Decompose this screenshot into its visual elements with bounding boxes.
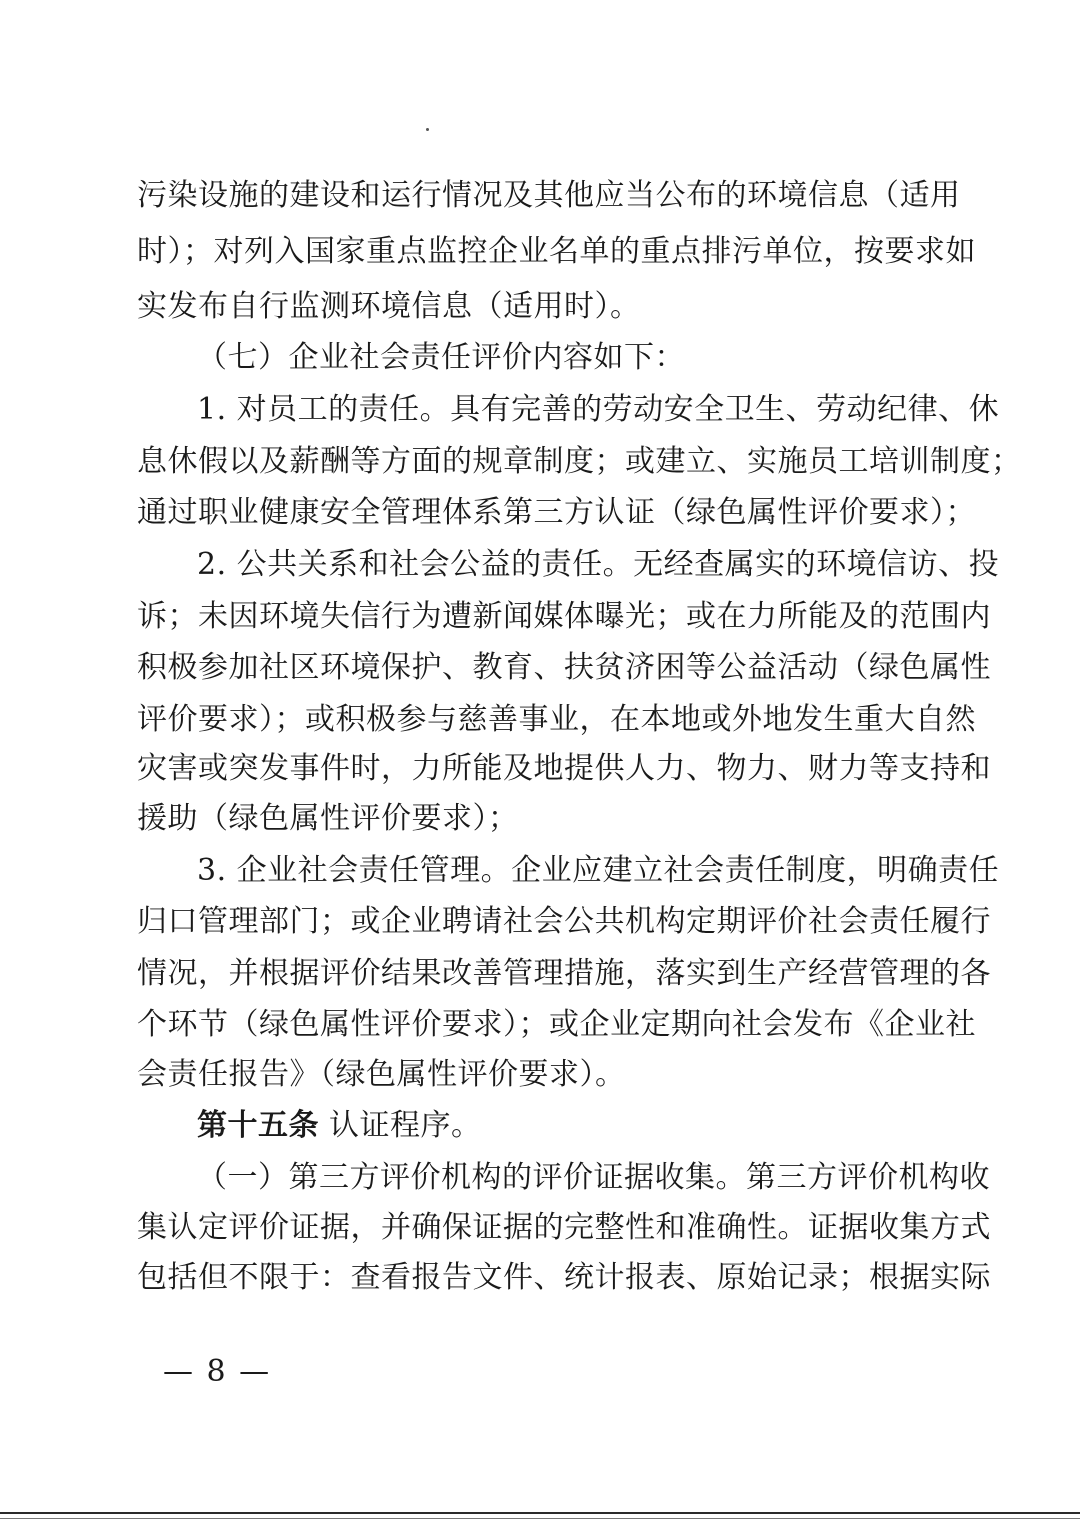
text-line-17: 个环节（绿色属性评价要求）；或企业定期向社会发布《企业社 <box>137 1007 976 1042</box>
text-line-22: 包括但不限于：查看报告文件、统计报表、原始记录；根据实际 <box>137 1260 991 1295</box>
bottom-rule <box>0 1512 1080 1514</box>
text-line-11: 评价要求）；或积极参与慈善事业，在本地或外地发生重大自然 <box>137 702 976 737</box>
text-line-6: 息休假以及薪酬等方面的规章制度；或建立、实施员工培训制度； <box>137 444 1022 479</box>
article-15-line <box>197 1108 482 1144</box>
article-15-title: 认证程序。 <box>329 1108 482 1143</box>
bottom-rule-secondary <box>0 1518 1080 1519</box>
text-line-16: 情况，并根据评价结果改善管理措施，落实到生产经营管理的各 <box>137 956 991 991</box>
text-line-14: 3. 企业社会责任管理。企业应建立社会责任制度，明确责任 <box>197 853 1000 888</box>
text-line-10: 积极参加社区环境保护、教育、扶贫济困等公益活动（绿色属性 <box>137 650 991 685</box>
text-line-18: 会责任报告》（绿色属性评价要求）。 <box>137 1057 626 1092</box>
text-line-1: 污染设施的建设和运行情况及其他应当公布的环境信息（适用 <box>137 178 961 213</box>
article-15-heading: 第十五条 <box>197 1108 319 1143</box>
text-line-13: 援助（绿色属性评价要求）； <box>137 801 519 836</box>
scan-speck <box>426 128 429 131</box>
text-line-21: 集认定评价证据，并确保证据的完整性和准确性。证据收集方式 <box>137 1210 991 1245</box>
text-line-9: 诉；未因环境失信行为遭新闻媒体曝光；或在力所能及的范围内 <box>137 599 991 634</box>
text-line-3: 实发布自行监测环境信息（适用时）。 <box>137 289 641 324</box>
section-heading-7: （七）企业社会责任评价内容如下： <box>197 340 685 375</box>
text-line-7: 通过职业健康安全管理体系第三方认证（绿色属性评价要求）； <box>137 495 976 530</box>
page-number: — 8 — <box>163 1354 272 1389</box>
text-line-2: 时）；对列入国家重点监控企业名单的重点排污单位，按要求如 <box>137 234 976 269</box>
text-line-12: 灾害或突发事件时，力所能及地提供人力、物力、财力等支持和 <box>137 751 991 786</box>
text-line-15: 归口管理部门；或企业聘请社会公共机构定期评价社会责任履行 <box>137 904 991 939</box>
text-line-5: 1. 对员工的责任。具有完善的劳动安全卫生、劳动纪律、休 <box>197 392 1000 427</box>
text-line-8: 2. 公共关系和社会公益的责任。无经查属实的环境信访、投 <box>197 547 1000 582</box>
text-line-20: （一）第三方评价机构的评价证据收集。第三方评价机构收 <box>197 1160 990 1195</box>
